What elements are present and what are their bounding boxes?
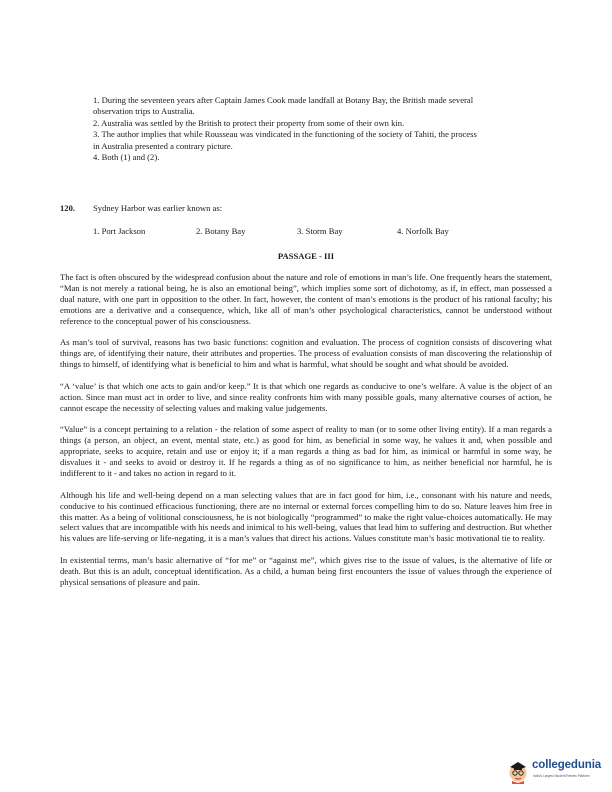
answer-option-1: 1. Port Jackson — [93, 226, 146, 236]
graduate-mascot-icon — [506, 757, 534, 785]
passage-paragraph-4: “Value” is a concept pertaining to a relation - the relation of some aspect of reality to man (or to some other living entity). If a man regards a things (a person, an object, an event, mental state, etc.) as good for him, as beneficial in some way, he values it and, when possible and appropriate, seeks to acquire, retain and use or enjoy it; if a man regards a thing as bad for him, as inimical or harmful in some way, he disvalues it - and seeks to avoid or destroy it. If he regards a thing as of no significance to him, as neither beneficial nor harmful, he is indifferent to it - and takes no action in regard to it. — [60, 424, 552, 479]
logo-tagline: India's Largest Student Review Platform — [533, 774, 590, 778]
passage-paragraph-6: In existential terms, man’s basic alternative of “for me” or “against me”, which gives rise to the issue of values, is the alternative of life or death. But this is an adult, conceptual identification. As a child, a human being first encounters the issue of values through the experience of physical sensations of pleasure and pain. — [60, 554, 552, 587]
passage-body — [60, 272, 552, 598]
passage-paragraph-1: The fact is often obscured by the widespread confusion about the nature and role of emotions in man’s life. One frequently hears the statement, “Man is not merely a rational being, he is also an emotional being”, which implies some sort of dichotomy, as if, in effect, man possessed a dual nature, with one part in opposition to the other. In fact, however, the content of man’s emotions is the product of his rational faculty; his emotions are a derivative and a consequence, which, like all of man’s other psychological characteristics, cannot be understood without reference to the conceptual power of his consciousness. — [60, 272, 552, 326]
question-120 — [60, 203, 560, 214]
option-1: 1. During the seventeen years after Captain James Cook made landfall at Botany Bay, the British made several observation trips to Australia. — [93, 95, 474, 117]
question-number: 120. — [60, 203, 76, 213]
passage-paragraph-5: Although his life and well-being depend on a man selecting values that are in fact good for him, i.e., consonant with his nature and needs, conducive to his continued efficacious functioning, there are no internal or external forces compelling him to do so. Nature leaves him free in this matter. As a being of volitional consciousness, he is not biologically “programmed” to make the right value-choices automatically. He may select values that are incompatible with his needs and inimical to his well-being, values that lead him to suffering and destruction. But whether his values are life-serving or life-negating, it is a man’s values that direct his actions. Values constitute man’s basic motivational tie to reality. — [60, 489, 552, 544]
passage-heading: PASSAGE - III — [277, 251, 335, 261]
option-4: 4. Both (1) and (2). — [93, 152, 160, 163]
option-2: 2. Australia was settled by the British to protect their property from some of their own kin. — [93, 117, 405, 128]
answer-option-3: 3. Storm Bay — [297, 226, 343, 236]
collegedunia-logo — [506, 757, 606, 787]
previous-question-options — [93, 95, 483, 163]
option-3: 3. The author implies that while Rousseau was vindicated in the functioning of the society of Tahiti, the process in Australia presented a contrary picture. — [93, 129, 477, 151]
answer-option-2: 2. Botany Bay — [196, 226, 246, 236]
passage-paragraph-2: As man’s tool of survival, reasons has two basic functions: cognition and evaluation. The process of cognition consists of discovering what things are, of identifying their nature, their attributes and properties. The process of evaluation consists of man discovering the relationship of things to himself, of identifying what is beneficial to him and what is harmful, what should be sought and what should be avoided. — [60, 337, 552, 370]
question-text: Sydney Harbor was earlier known as: — [93, 203, 223, 213]
passage-paragraph-3: “A ‘value’ is that which one acts to gain and/or keep.” It is that which one regards as conducive to one’s welfare. A value is the object of an action. Since man must act in order to live, and since reality confronts him with many possible goals, many alternative courses of action, he cannot escape the necessity of selecting values and making value judgements. — [60, 380, 552, 413]
logo-wordmark: collegedunia — [532, 759, 602, 771]
answer-option-4: 4. Norfolk Bay — [397, 226, 449, 236]
